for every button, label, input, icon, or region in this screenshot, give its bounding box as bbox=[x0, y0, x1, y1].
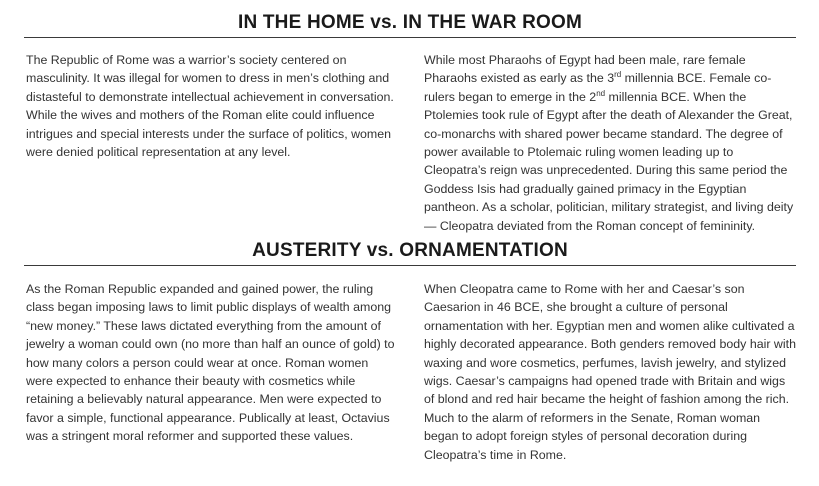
text-fragment: millennia BCE. When the Ptolemies took rule of Egypt after the death of Alexander the Great, co-monarchs with shared power became standard. The degree of power available to Ptolemaic ruling women leading up to Cleopatra’s reign was unprecedented. During this same period the Goddess Isis had gradually gained primacy in the Egyptian pantheon. As a scholar, politician, military strategist, and living deity — Cleopatra deviated from the Roman concept of femininity. bbox=[424, 89, 794, 233]
superscript: nd bbox=[596, 88, 606, 98]
paragraph-roman-austerity: As the Roman Republic expanded and gained power, the ruling class began imposing laws to limit public displays of wealth among “new money.” These laws dictated everything from the amount of jewelry a woman could own (no more than half an ounce of gold) to how many colors a person could wear at once. Roman women were expected to enhance their beauty with cosmetics while retaining a believably natural appearance. Men were expected to favor a simple, functional appearance. Publically at least, Octavius was a stringent moral reformer and supported these values. bbox=[26, 282, 395, 444]
paragraph-egypt-pharaohs bbox=[424, 51, 796, 235]
paragraph-rome-home: The Republic of Rome was a warrior’s society centered on masculinity. It was illegal for women to dress in men’s clothing and distasteful to demonstrate intellectual achievement in conversation. While the wives and mothers of the Roman elite could influence intrigues and special interests under the surface of politics, women were denied political representation at any level. bbox=[26, 53, 394, 160]
section-divider bbox=[24, 265, 796, 266]
section-divider bbox=[24, 37, 796, 38]
paragraph-egyptian-ornamentation: When Cleopatra came to Rome with her and Caesar’s son Caesarion in 46 BCE, she brought a culture of personal ornamentation with her. Egyptian men and women alike cultivated a highly decorated appearance. Both genders removed body hair with waxing and wore cosmetics, perfumes, lavish jewelry, and stylized wigs. Caesar’s campaigns had opened trade with Britain and wigs of blond and red hair became the height of fashion among the rich. Much to the alarm of reformers in the Senate, Roman woman began to adopt foreign styles of personal decoration during Cleopatra’s time in Rome. bbox=[424, 282, 796, 462]
section-title-austerity-ornamentation: AUSTERITY vs. ORNAMENTATION bbox=[252, 240, 568, 261]
section-title-home-war-room: IN THE HOME vs. IN THE WAR ROOM bbox=[238, 12, 582, 33]
text-fragment: While most Pharaohs of Egypt had been male, rare female Pharaohs existed as early as the 3 bbox=[424, 53, 746, 86]
superscript: rd bbox=[614, 70, 622, 80]
text-fragment: millennia BCE. Female co-rulers began to emerge in the 2 bbox=[424, 71, 772, 104]
